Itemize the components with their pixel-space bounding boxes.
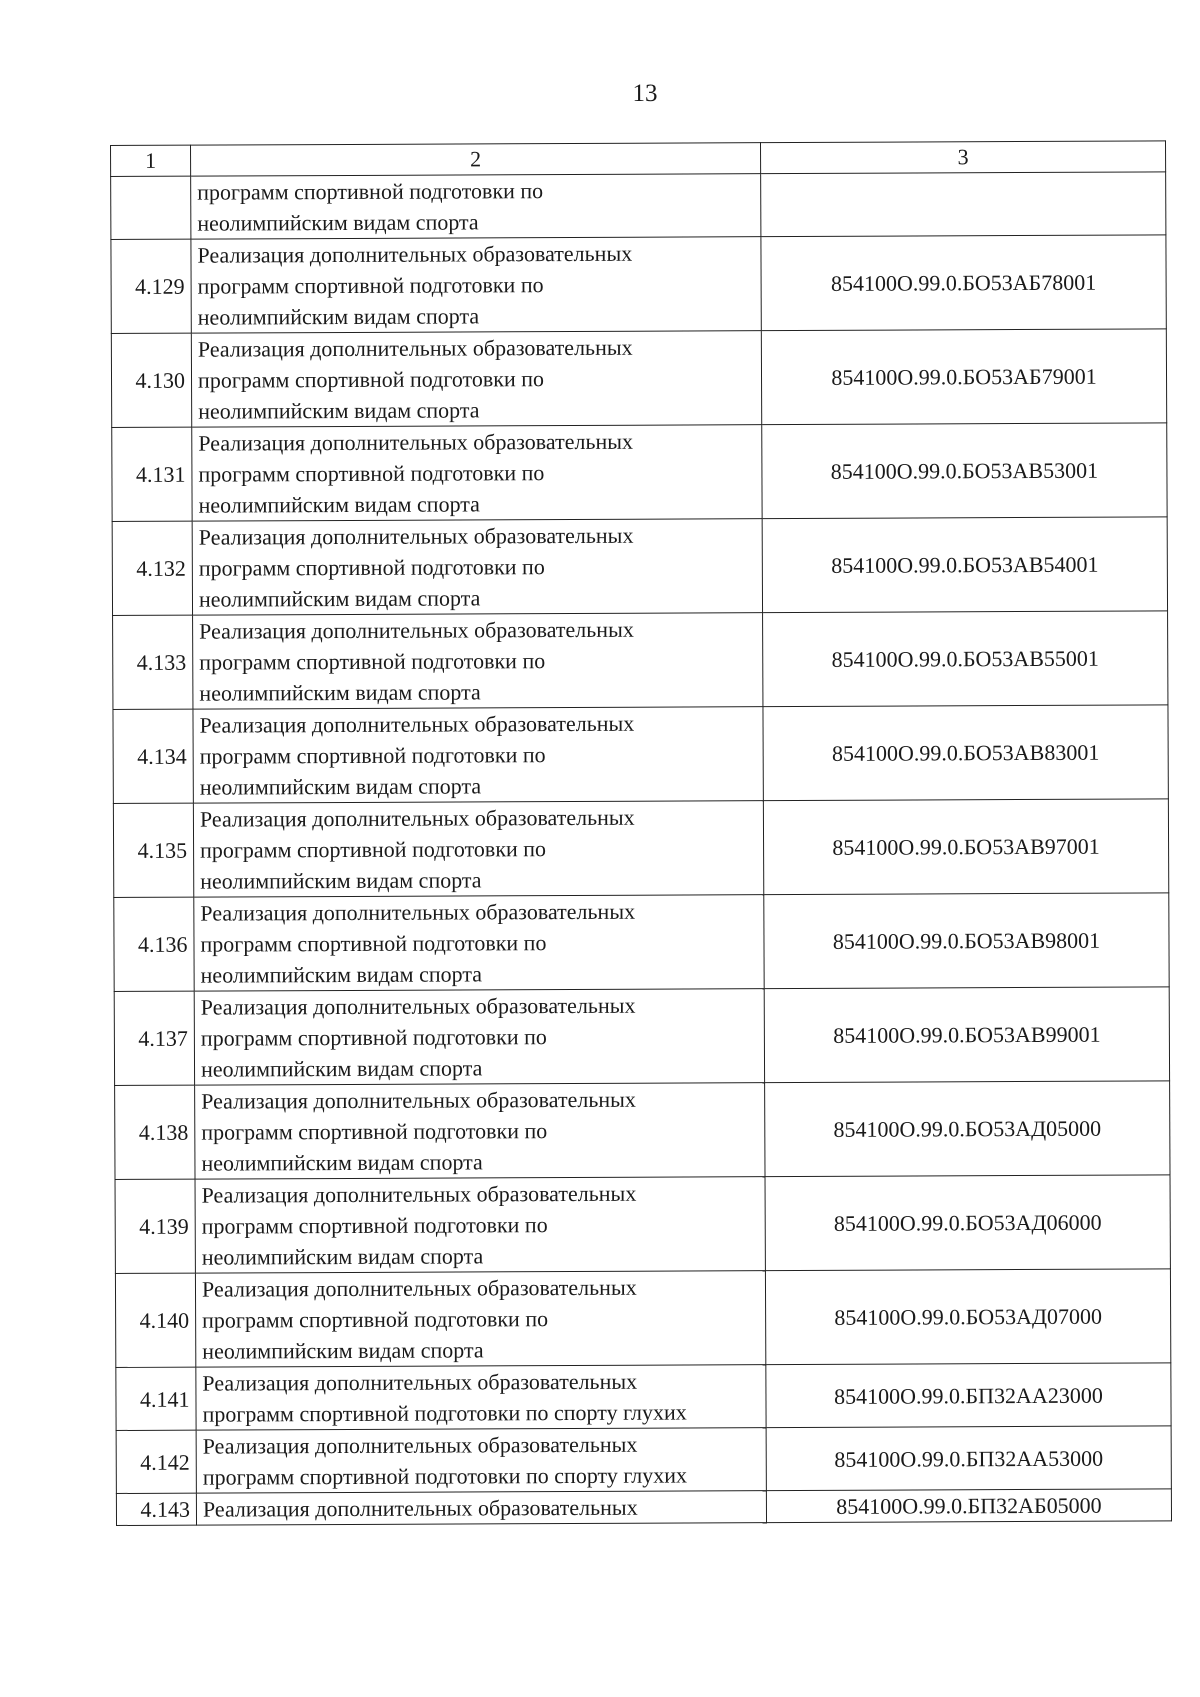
row-name-line: программ спортивной подготовки по [200, 836, 547, 863]
row-number: 4.139 [115, 1179, 195, 1273]
row-number: 4.136 [114, 897, 194, 991]
row-name-line: программ спортивной подготовки по [201, 1118, 548, 1145]
row-code: 854100О.99.0.БО53АВ55001 [763, 611, 1168, 707]
table-row [113, 705, 1168, 804]
table-row [113, 799, 1168, 898]
row-code: 854100О.99.0.БО53АД07000 [765, 1269, 1170, 1365]
table-row [115, 1269, 1170, 1368]
row-number: 4.141 [116, 1367, 196, 1430]
services-table [110, 140, 1172, 1526]
row-code: 854100О.99.0.БО53АВ53001 [762, 423, 1167, 519]
row-code: 854100О.99.0.БО53АБ78001 [761, 235, 1166, 331]
row-name-line: Реализация дополнительных образовательных [200, 992, 636, 1020]
table-row [116, 1363, 1171, 1431]
row-name-line: Реализация дополнительных образовательных [197, 240, 633, 268]
row-name-line: программ спортивной подготовки по спорту глухих [202, 1399, 687, 1427]
row-name-line: неолимпийским видам спорта [200, 1055, 483, 1082]
row-name [195, 1083, 765, 1179]
row-number: 4.137 [114, 991, 194, 1085]
row-name [191, 331, 761, 427]
row-name-line: программ спортивной подготовки по [201, 1212, 548, 1239]
row-code: 854100О.99.0.БО53АВ98001 [764, 893, 1169, 989]
table-row [114, 893, 1169, 992]
row-name-line: Реализация дополнительных образовательных [199, 616, 634, 644]
row-name [196, 1365, 766, 1430]
row-name [194, 989, 764, 1085]
row-name [191, 237, 761, 333]
row-name-line: программ спортивной подготовки по [198, 554, 545, 581]
row-code: 854100О.99.0.БО53АД06000 [765, 1175, 1170, 1271]
row-name-line: программ спортивной подготовки по [199, 742, 546, 769]
table-row [115, 1081, 1170, 1180]
row-name-line: неолимпийским видам спорта [197, 209, 479, 236]
row-name-line: Реализация дополнительных образовательных [202, 1368, 638, 1396]
row-name-line: неолимпийским видам спорта [201, 1149, 483, 1176]
row-code [761, 172, 1166, 237]
row-number: 4.132 [112, 521, 192, 615]
row-name-line: Реализация дополнительных образовательных [200, 898, 636, 926]
row-name-line: Реализация дополнительных образовательных [197, 334, 633, 362]
row-code: 854100О.99.0.БО53АВ83001 [763, 705, 1168, 801]
table-row [115, 1175, 1170, 1274]
row-name-line: Реализация дополнительных образовательных [199, 710, 635, 738]
row-code: 854100О.99.0.БО53АВ97001 [763, 799, 1168, 895]
row-number: 4.135 [113, 803, 193, 897]
row-code: 854100О.99.0.БО53АБ79001 [761, 329, 1166, 425]
row-code: 854100О.99.0.БО53АД05000 [765, 1081, 1170, 1177]
table-row [116, 1426, 1171, 1494]
row-name [194, 895, 764, 991]
row-code: 854100О.99.0.БО53АВ54001 [762, 517, 1167, 613]
row-name-line: неолимпийским видам спорта [200, 867, 482, 894]
row-name-line: неолимпийским видам спорта [199, 773, 482, 800]
row-number: 4.138 [115, 1085, 195, 1179]
row-name-line: программ спортивной подготовки по [202, 1306, 549, 1333]
row-name-line: программ спортивной подготовки по [199, 648, 546, 675]
row-name [195, 1271, 765, 1367]
header-row [111, 141, 1166, 177]
row-code: 854100О.99.0.БО53АВ99001 [764, 987, 1169, 1083]
row-name-line: неолимпийским видам спорта [198, 397, 480, 424]
header-col-3: 3 [760, 141, 1165, 174]
row-name-line: Реализация дополнительных образовательных [201, 1086, 636, 1114]
header-col-2: 2 [191, 143, 761, 176]
row-name-line: Реализация дополнительных образовательных [201, 1274, 637, 1302]
row-name [192, 519, 762, 615]
row-name [193, 613, 763, 709]
table-row [113, 611, 1168, 710]
table-row [112, 423, 1167, 522]
row-number: 4.140 [115, 1273, 195, 1367]
table-row [116, 1489, 1171, 1526]
row-name-line: программ спортивной подготовки по [197, 366, 545, 393]
table-row [111, 329, 1166, 428]
page-number: 13 [632, 80, 658, 107]
row-number: 4.142 [116, 1430, 196, 1493]
row-name-line: неолимпийским видам спорта [198, 491, 480, 518]
row-code: 854100О.99.0.БП32АА23000 [766, 1363, 1171, 1428]
row-name [195, 1177, 765, 1273]
row-name-line: Реализация дополнительных образовательных [199, 804, 635, 832]
row-number: 4.130 [111, 333, 191, 427]
row-name [192, 425, 762, 521]
row-number: 4.143 [116, 1493, 196, 1525]
row-name-line: Реализация дополнительных образовательных [198, 428, 634, 456]
row-number: 4.133 [113, 615, 193, 709]
table-body [111, 141, 1172, 1526]
row-name-line: Реализация дополнительных образовательных [202, 1431, 638, 1459]
row-name-line: неолимпийским видам спорта [198, 585, 481, 612]
row-number [111, 176, 191, 239]
row-number: 4.134 [113, 709, 193, 803]
row-name-line: неолимпийским видам спорта [202, 1337, 484, 1364]
row-name-line: программ спортивной подготовки по [197, 272, 544, 299]
row-name-line: неолимпийским видам спорта [200, 961, 483, 988]
row-number: 4.131 [112, 427, 192, 521]
row-name-line: программ спортивной подготовки по спорту глухих [202, 1462, 688, 1490]
table-row [112, 517, 1167, 616]
row-name-line: программ спортивной подготовки по [197, 178, 544, 205]
row-name-line: неолимпийским видам спорта [197, 303, 480, 330]
row-name [196, 1491, 766, 1525]
table-row [114, 987, 1169, 1086]
row-name-line: Реализация дополнительных образовательных [201, 1180, 637, 1208]
row-number: 4.129 [111, 239, 191, 333]
row-name [193, 801, 763, 897]
row-code: 854100О.99.0.БП32АБ05000 [766, 1489, 1171, 1523]
row-name [196, 1428, 766, 1493]
row-code: 854100О.99.0.БП32АА53000 [766, 1426, 1171, 1491]
continuation-row [111, 172, 1166, 240]
row-name [191, 174, 761, 239]
table-row [111, 235, 1166, 334]
row-name-line: неолимпийским видам спорта [199, 679, 481, 706]
row-name-line: программ спортивной подготовки по [198, 460, 545, 487]
row-name-line: Реализация дополнительных образовательных [202, 1494, 638, 1522]
row-name [193, 707, 763, 803]
row-name-line: Реализация дополнительных образовательных [198, 522, 634, 550]
header-col-1: 1 [111, 145, 191, 176]
row-name-line: программ спортивной подготовки по [200, 1024, 547, 1051]
row-name-line: неолимпийским видам спорта [201, 1243, 484, 1270]
row-name-line: программ спортивной подготовки по [200, 930, 547, 957]
